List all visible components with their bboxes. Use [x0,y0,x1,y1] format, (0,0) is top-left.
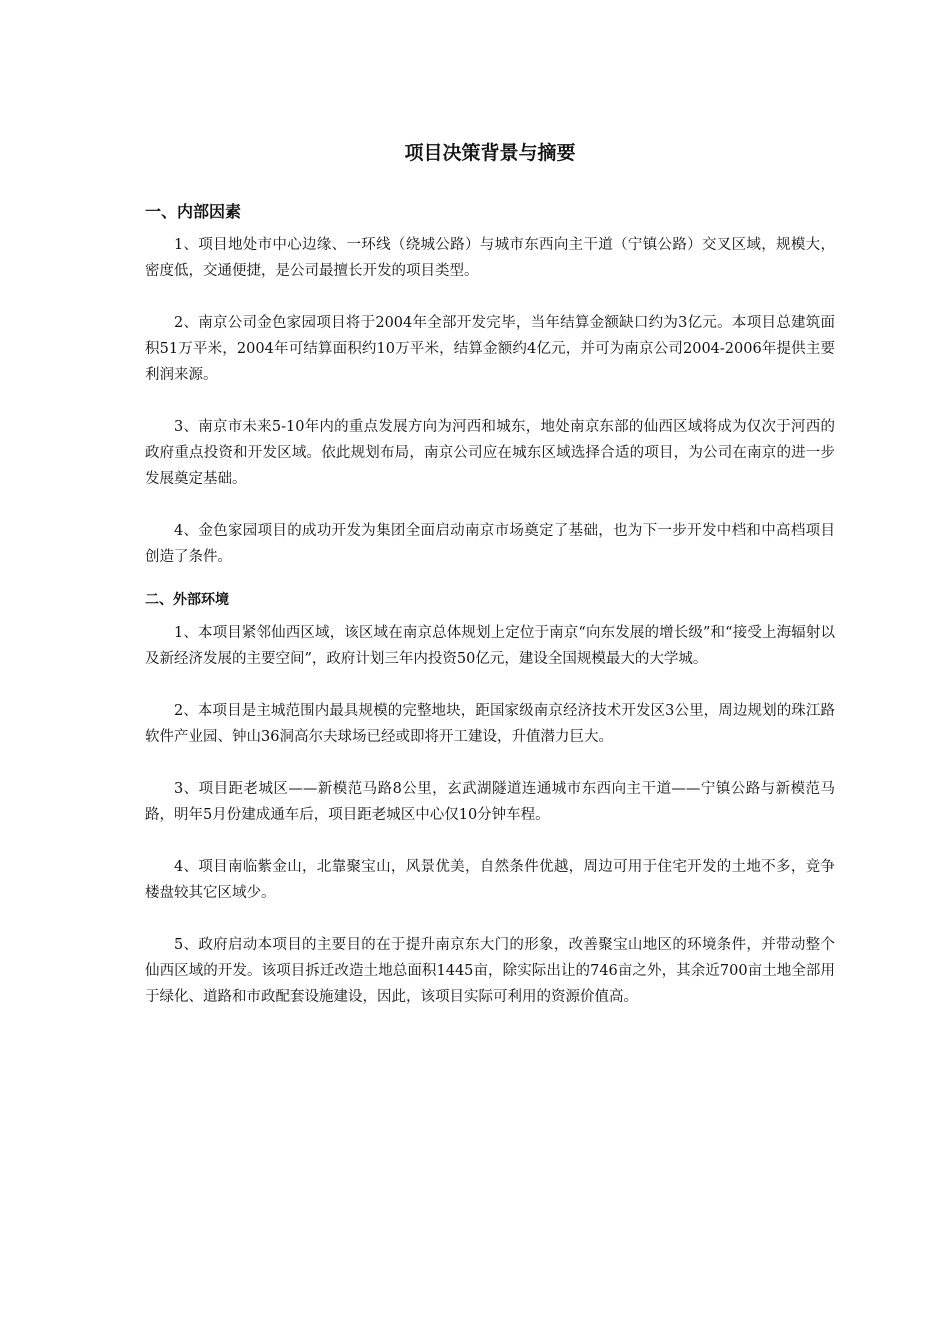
section-heading-external: 二、外部环境 [145,592,229,608]
paragraph: 4、项目南临紫金山，北靠聚宝山，风景优美，自然条件优越，周边可用于住宅开发的土地不多，竞争楼盘较其它区域少。 [145,859,835,901]
paragraph: 5、政府启动本项目的主要目的在于提升南京东大门的形象，改善聚宝山地区的环境条件，并带动整个仙西区域的开发。该项目拆迁改造土地总面积1445亩，除实际出让的746亩之外，其余近700亩土地全部用于绿化、道路和市政配套设施建设，因此，该项目实际可利用的资源价值高。 [145,937,835,1005]
section-external-environment [145,588,835,1010]
paragraph: 3、项目距老城区——新模范马路8公里，玄武湖隧道连通城市东西向主干道——宁镇公路与新模范马路，明年5月份建成通车后，项目距老城区中心仅10分钟车程。 [145,781,835,823]
paragraph: 1、项目地处市中心边缘、一环线（绕城公路）与城市东西向主干道（宁镇公路）交叉区域，规模大，密度低，交通便捷，是公司最擅长开发的项目类型。 [145,237,835,279]
paragraph: 2、南京公司金色家园项目将于2004年全部开发完毕，当年结算金额缺口约为3亿元。本项目总建筑面积51万平米，2004年可结算面积约10万平米，结算金额约4亿元，并可为南京公司2004-2006年提供主要利润来源。 [145,315,835,383]
paragraph: 1、本项目紧邻仙西区域，该区域在南京总体规划上定位于南京“向东发展的增长级”和“接受上海辐射以及新经济发展的主要空间”，政府计划三年内投资50亿元，建设全国规模最大的大学城。 [145,625,835,667]
paragraph: 4、金色家园项目的成功开发为集团全面启动南京市场奠定了基础，也为下一步开发中档和中高档项目创造了条件。 [145,523,835,565]
paragraph: 3、南京市未来5-10年内的重点发展方向为河西和城东，地处南京东部的仙西区域将成为仅次于河西的政府重点投资和开发区域。依此规划布局，南京公司应在城东区域选择合适的项目，为公司在南京的进一步发展奠定基础。 [145,419,835,487]
section-internal-factors [145,200,835,570]
section-heading-internal: 一、内部因素 [145,202,242,221]
paragraph: 2、本项目是主城范围内最具规模的完整地块，距国家级南京经济技术开发区3公里，周边规划的珠江路软件产业园、钟山36洞高尔夫球场已经或即将开工建设，升值潜力巨大。 [145,703,835,745]
document-title: 项目决策背景与摘要 [404,142,576,164]
